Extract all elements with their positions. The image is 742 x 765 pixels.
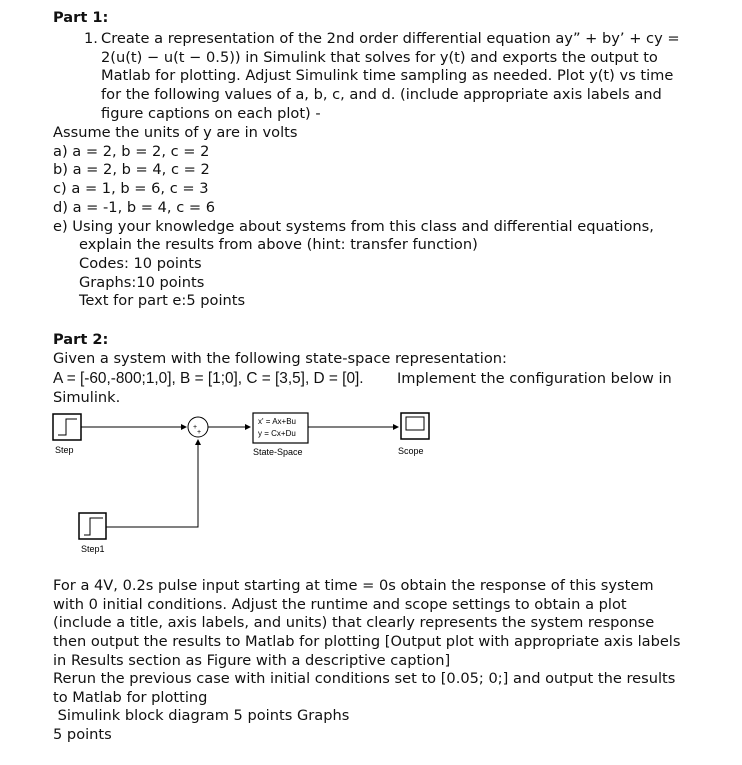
case-a: a) a = 2, b = 2, c = 2 (53, 143, 210, 160)
implement-text: Implement the configuration below in (397, 370, 672, 387)
scope-block[interactable] (401, 413, 429, 439)
body-line: Rerun the previous case with initial conditions set to [0.05; 0;] and output the results (53, 670, 676, 687)
assume-text: Assume the units of y are in volts (53, 124, 298, 141)
step1-label: Step1 (81, 544, 105, 554)
part2-intro: Given a system with the following state-space representation: (53, 350, 507, 367)
sum-block[interactable] (188, 417, 208, 437)
body-line: Simulink block diagram 5 points Graphs (53, 707, 350, 724)
case-c: c) a = 1, b = 6, c = 3 (53, 180, 209, 197)
task-line: Create a representation of the 2nd order differential equation ay” + by’ + cy = (101, 30, 680, 47)
state-space-block[interactable] (253, 413, 308, 443)
body-line: For a 4V, 0.2s pulse input starting at time = 0s obtain the response of this system (53, 577, 654, 594)
step-block[interactable] (53, 414, 81, 440)
part2-heading: Part 2: (53, 331, 109, 348)
task-line: figure captions on each plot) - (101, 105, 321, 122)
task-line: 2(u(t) − u(t − 0.5)) in Simulink that solves for y(t) and exports the output to (101, 49, 658, 66)
case-e: e) Using your knowledge about systems from this class and differential equations, (53, 218, 654, 235)
body-line: 5 points (53, 726, 112, 743)
ss-label: State-Space (253, 447, 303, 457)
points-line: Codes: 10 points (79, 255, 202, 272)
step-label: Step (55, 445, 74, 455)
wire-step1-sum (106, 440, 198, 527)
case-d: d) a = -1, b = 4, c = 6 (53, 199, 216, 216)
points-line: Text for part e:5 points (79, 292, 246, 309)
case-e-cont: explain the results from above (hint: transfer function) (79, 236, 478, 253)
sum-sign-bottom: + (197, 429, 202, 436)
ss-equation-1: x' = Ax+Bu (258, 417, 296, 426)
points-line: Graphs:10 points (79, 274, 205, 291)
body-line: to Matlab for plotting (53, 689, 208, 706)
scope-label: Scope (398, 446, 424, 456)
body-line: then output the results to Matlab for plotting [Output plot with appropriate axis labels (53, 633, 681, 650)
body-line: (include a title, axis labels, and units) that clearly represents the system response (53, 614, 655, 631)
item-number: 1. (84, 30, 98, 47)
state-matrices: A = [-60,-800;1,0], B = [1;0], C = [3,5], D = [0]. (53, 370, 364, 387)
sum-sign-top: + (193, 424, 198, 431)
ss-equation-2: y = Cx+Du (258, 429, 296, 438)
simulink-diagram (50, 405, 450, 565)
part1-heading: Part 1: (53, 9, 109, 26)
case-b: b) a = 2, b = 4, c = 2 (53, 161, 210, 178)
body-line: with 0 initial conditions. Adjust the runtime and scope settings to obtain a plot (53, 596, 627, 613)
task-line: Matlab for plotting. Adjust Simulink time sampling as needed. Plot y(t) vs time (101, 67, 674, 84)
body-line: in Results section as Figure with a descriptive caption] (53, 652, 451, 669)
task-line: for the following values of a, b, c, and d. (include appropriate axis labels and (101, 86, 662, 103)
step1-block[interactable] (79, 513, 106, 539)
implement-text-cont: Simulink. (53, 389, 121, 406)
